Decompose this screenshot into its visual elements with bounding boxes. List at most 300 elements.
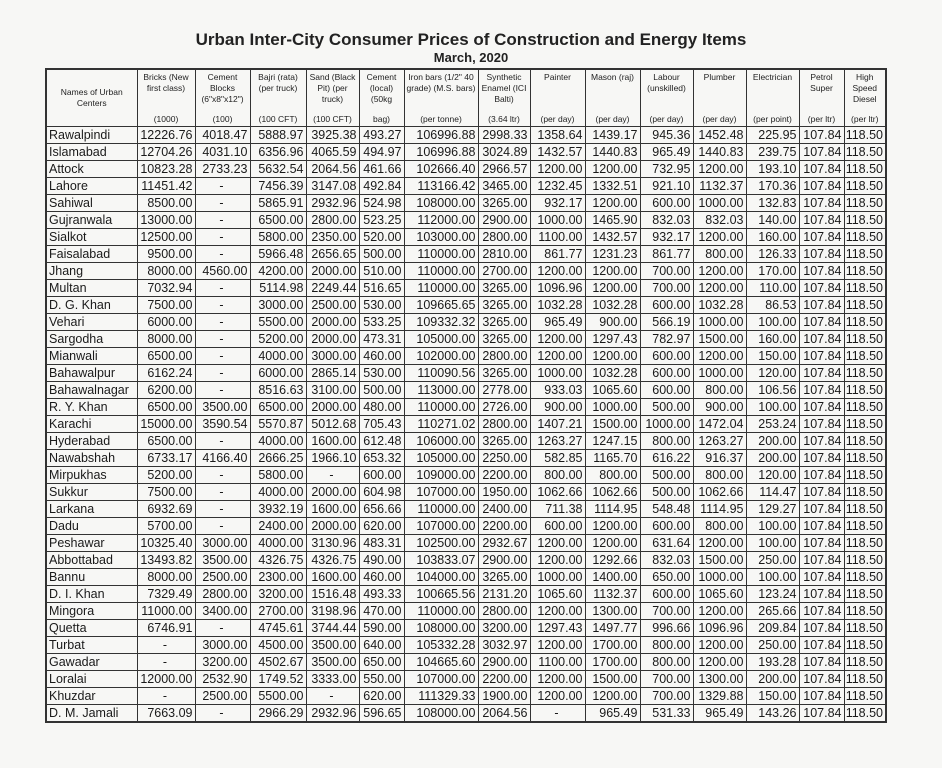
price-cell: 118.50	[844, 688, 886, 705]
price-cell: 945.36	[640, 127, 693, 144]
price-cell: 107.84	[799, 433, 844, 450]
price-cell: 600.00	[640, 297, 693, 314]
price-cell: 1200.00	[693, 654, 746, 671]
price-cell: 100.00	[746, 399, 799, 416]
price-cell: 3198.96	[306, 603, 359, 620]
table-row	[46, 433, 886, 450]
price-cell: 3265.00	[478, 297, 530, 314]
price-cell: 107.84	[799, 144, 844, 161]
price-cell: 107.84	[799, 518, 844, 535]
price-cell: 140.00	[746, 212, 799, 229]
price-cell: 6500.00	[137, 348, 195, 365]
table-row	[46, 212, 886, 229]
price-cell: 700.00	[640, 280, 693, 297]
table-row	[46, 603, 886, 620]
price-cell: 170.36	[746, 178, 799, 195]
price-cell: 12704.26	[137, 144, 195, 161]
column-header-label: Cement (local) (50kg	[366, 72, 397, 104]
price-cell: 7663.09	[137, 705, 195, 723]
price-cell: 800.00	[530, 467, 585, 484]
price-cell: 2000.00	[306, 331, 359, 348]
price-cell: 516.65	[359, 280, 404, 297]
price-cell: 2800.00	[478, 229, 530, 246]
price-cell: 2733.23	[195, 161, 250, 178]
price-cell: -	[195, 518, 250, 535]
price-cell: 118.50	[844, 161, 886, 178]
price-cell: 200.00	[746, 450, 799, 467]
price-cell: 6500.00	[250, 399, 306, 416]
price-cell: 107.84	[799, 212, 844, 229]
price-cell: 2900.00	[478, 552, 530, 569]
column-header-unit: (100)	[212, 114, 233, 124]
price-cell: 2500.00	[195, 569, 250, 586]
price-cell: 524.98	[359, 195, 404, 212]
city-name-cell: D. M. Jamali	[46, 705, 137, 723]
table-row	[46, 450, 886, 467]
column-header-unit: (per day)	[702, 114, 737, 124]
price-cell: 118.50	[844, 654, 886, 671]
price-cell: 109332.32	[404, 314, 478, 331]
price-cell: 107.84	[799, 382, 844, 399]
price-cell: 1032.28	[530, 297, 585, 314]
city-name-cell: Sukkur	[46, 484, 137, 501]
price-cell: 113000.00	[404, 382, 478, 399]
price-cell: 1032.28	[693, 297, 746, 314]
column-header-label: Bajri (rata) (per truck)	[258, 72, 298, 93]
price-cell: 6733.17	[137, 450, 195, 467]
price-cell: 510.00	[359, 263, 404, 280]
table-row	[46, 263, 886, 280]
price-cell: 1100.00	[530, 229, 585, 246]
price-cell: 1200.00	[530, 161, 585, 178]
price-cell: 640.00	[359, 637, 404, 654]
price-cell: -	[195, 433, 250, 450]
price-cell: 493.27	[359, 127, 404, 144]
price-cell: 600.00	[640, 195, 693, 212]
price-cell: 1332.51	[585, 178, 640, 195]
price-cell: 111329.33	[404, 688, 478, 705]
price-cell: 1200.00	[693, 229, 746, 246]
price-cell: 118.50	[844, 127, 886, 144]
price-cell: -	[195, 331, 250, 348]
price-cell: 150.00	[746, 348, 799, 365]
price-cell: 3265.00	[478, 569, 530, 586]
price-cell: 7500.00	[137, 297, 195, 314]
price-cell: 500.00	[359, 246, 404, 263]
column-header-label: Iron bars (1/2" 40 grade) (M.S. bars)	[406, 72, 476, 93]
price-cell: -	[137, 688, 195, 705]
price-cell: 118.50	[844, 705, 886, 723]
price-cell: 1000.00	[530, 365, 585, 382]
table-row	[46, 637, 886, 654]
city-name-cell: Rawalpindi	[46, 127, 137, 144]
price-cell: 1200.00	[585, 348, 640, 365]
column-header-unit: (per day)	[595, 114, 630, 124]
table-row	[46, 620, 886, 637]
price-cell: 250.00	[746, 637, 799, 654]
column-header-label: High Speed Diesel	[852, 72, 878, 104]
price-cell: 107.84	[799, 246, 844, 263]
price-cell: 2000.00	[306, 399, 359, 416]
price-cell: 2000.00	[306, 518, 359, 535]
price-cell: 4500.00	[250, 637, 306, 654]
price-cell: 1950.00	[478, 484, 530, 501]
price-cell: 1465.90	[585, 212, 640, 229]
price-cell: 86.53	[746, 297, 799, 314]
price-cell: 548.48	[640, 501, 693, 518]
city-name-cell: Jhang	[46, 263, 137, 280]
table-row	[46, 535, 886, 552]
price-cell: 118.50	[844, 331, 886, 348]
table-row	[46, 416, 886, 433]
table-row	[46, 552, 886, 569]
price-cell: 2800.00	[478, 416, 530, 433]
table-row	[46, 297, 886, 314]
price-cell: 494.97	[359, 144, 404, 161]
column-header-label: Labour (unskilled)	[647, 72, 686, 93]
price-cell: 109665.65	[404, 297, 478, 314]
price-cell: 1000.00	[693, 195, 746, 212]
table-row	[46, 586, 886, 603]
price-cell: 3265.00	[478, 280, 530, 297]
price-cell: 118.50	[844, 229, 886, 246]
price-cell: -	[195, 501, 250, 518]
table-row	[46, 569, 886, 586]
table-row	[46, 467, 886, 484]
price-cell: 1600.00	[306, 433, 359, 450]
price-cell: 118.50	[844, 450, 886, 467]
price-cell: -	[195, 297, 250, 314]
price-cell: 1032.28	[585, 297, 640, 314]
price-cell: 1200.00	[585, 688, 640, 705]
price-cell: 2131.20	[478, 586, 530, 603]
price-cell: 118.50	[844, 314, 886, 331]
price-cell: 107.84	[799, 348, 844, 365]
price-cell: 3925.38	[306, 127, 359, 144]
price-cell: 4560.00	[195, 263, 250, 280]
price-cell: 112000.00	[404, 212, 478, 229]
price-cell: 1600.00	[306, 501, 359, 518]
price-cell: 107.84	[799, 620, 844, 637]
price-cell: 15000.00	[137, 416, 195, 433]
price-cell: 1200.00	[693, 161, 746, 178]
price-cell: 2200.00	[478, 467, 530, 484]
price-cell: 118.50	[844, 433, 886, 450]
price-cell: 965.49	[693, 705, 746, 723]
price-cell: 2700.00	[250, 603, 306, 620]
price-cell: 6000.00	[137, 314, 195, 331]
price-cell: 2064.56	[306, 161, 359, 178]
price-cell: 1200.00	[693, 348, 746, 365]
column-header-unit: (per ltr)	[807, 114, 836, 124]
price-cell: 933.03	[530, 382, 585, 399]
price-cell: 916.37	[693, 450, 746, 467]
price-cell: 106996.88	[404, 144, 478, 161]
price-cell: 460.00	[359, 569, 404, 586]
price-cell: 107.84	[799, 399, 844, 416]
price-cell: 4166.40	[195, 450, 250, 467]
price-cell: 1200.00	[530, 688, 585, 705]
price-cell: 2300.00	[250, 569, 306, 586]
table-row	[46, 144, 886, 161]
price-cell: 113166.42	[404, 178, 478, 195]
city-name-cell: Hyderabad	[46, 433, 137, 450]
city-name-cell: Attock	[46, 161, 137, 178]
price-cell: 6200.00	[137, 382, 195, 399]
price-cell: 2800.00	[195, 586, 250, 603]
price-cell: 118.50	[844, 365, 886, 382]
price-cell: 2966.29	[250, 705, 306, 723]
price-cell: 566.19	[640, 314, 693, 331]
price-cell: 110000.00	[404, 263, 478, 280]
price-cell: 3200.00	[195, 654, 250, 671]
price-cell: 1439.17	[585, 127, 640, 144]
price-cell: 2778.00	[478, 382, 530, 399]
price-cell: 461.66	[359, 161, 404, 178]
price-cell: 105332.28	[404, 637, 478, 654]
city-name-cell: Gawadar	[46, 654, 137, 671]
price-cell: 110000.00	[404, 246, 478, 263]
table-row	[46, 178, 886, 195]
price-cell: 200.00	[746, 671, 799, 688]
column-header	[530, 69, 585, 127]
column-header-label: Mason (raj)	[591, 72, 634, 82]
column-header	[137, 69, 195, 127]
price-cell: 1065.60	[530, 586, 585, 603]
price-cell: 533.25	[359, 314, 404, 331]
price-cell: 3265.00	[478, 433, 530, 450]
price-cell: 1200.00	[693, 280, 746, 297]
price-cell: 700.00	[640, 603, 693, 620]
column-header	[585, 69, 640, 127]
city-name-cell: Vehari	[46, 314, 137, 331]
header-row	[46, 69, 886, 127]
price-cell: 700.00	[640, 688, 693, 705]
price-cell: 3500.00	[306, 654, 359, 671]
price-cell: 11451.42	[137, 178, 195, 195]
price-cell: 118.50	[844, 246, 886, 263]
price-cell: 2800.00	[478, 603, 530, 620]
city-name-cell: R. Y. Khan	[46, 399, 137, 416]
price-cell: 129.27	[746, 501, 799, 518]
column-header-label: Names of Urban Centers	[60, 87, 123, 108]
price-cell: 3265.00	[478, 314, 530, 331]
price-cell: 10325.40	[137, 535, 195, 552]
price-cell: 143.26	[746, 705, 799, 723]
price-cell: 5570.87	[250, 416, 306, 433]
column-header	[844, 69, 886, 127]
price-cell: 6746.91	[137, 620, 195, 637]
price-cell: 3590.54	[195, 416, 250, 433]
price-cell: 1516.48	[306, 586, 359, 603]
price-cell: 1452.48	[693, 127, 746, 144]
document-subtitle: March, 2020	[433, 50, 509, 65]
price-cell: 118.50	[844, 620, 886, 637]
price-cell: 1114.95	[693, 501, 746, 518]
price-cell: 1200.00	[530, 552, 585, 569]
price-cell: 100.00	[746, 314, 799, 331]
price-cell: 8500.00	[137, 195, 195, 212]
table-row	[46, 382, 886, 399]
price-cell: 253.24	[746, 416, 799, 433]
city-name-cell: Faisalabad	[46, 246, 137, 263]
price-cell: 160.00	[746, 229, 799, 246]
column-header	[693, 69, 746, 127]
column-header	[46, 69, 137, 127]
price-cell: 590.00	[359, 620, 404, 637]
price-cell: 118.50	[844, 399, 886, 416]
price-cell: 530.00	[359, 297, 404, 314]
price-cell: 1472.04	[693, 416, 746, 433]
price-cell: 832.03	[640, 212, 693, 229]
price-cell: 1065.60	[693, 586, 746, 603]
table-body	[46, 127, 886, 723]
table-row	[46, 654, 886, 671]
column-header-label: Synthetic Enamel (ICI Balti)	[481, 72, 527, 104]
column-header-unit: (per ltr)	[851, 114, 879, 124]
price-cell: 1062.66	[585, 484, 640, 501]
price-cell: 5800.00	[250, 229, 306, 246]
price-cell: 8000.00	[137, 331, 195, 348]
price-cell: 5800.00	[250, 467, 306, 484]
price-cell: 118.50	[844, 195, 886, 212]
price-cell: 1065.60	[585, 382, 640, 399]
column-header-unit: (per tonne)	[420, 114, 462, 124]
price-cell: 100.00	[746, 535, 799, 552]
price-cell: 110000.00	[404, 280, 478, 297]
price-cell: 1165.70	[585, 450, 640, 467]
table-row	[46, 229, 886, 246]
price-cell: 239.75	[746, 144, 799, 161]
price-cell: 2900.00	[478, 654, 530, 671]
price-cell: 1247.15	[585, 433, 640, 450]
price-cell: 3024.89	[478, 144, 530, 161]
price-cell: 965.49	[585, 705, 640, 723]
price-cell: 107.84	[799, 331, 844, 348]
price-cell: 2900.00	[478, 212, 530, 229]
price-cell: 1132.37	[585, 586, 640, 603]
price-cell: 110000.00	[404, 399, 478, 416]
price-cell: 612.48	[359, 433, 404, 450]
price-cell: 1000.00	[640, 416, 693, 433]
price-cell: 2800.00	[478, 348, 530, 365]
price-cell: 3000.00	[195, 637, 250, 654]
price-cell: 653.32	[359, 450, 404, 467]
price-cell: 5500.00	[250, 688, 306, 705]
price-cell: 965.49	[640, 144, 693, 161]
price-cell: 800.00	[640, 433, 693, 450]
table-row	[46, 518, 886, 535]
price-cell: 832.03	[640, 552, 693, 569]
price-cell: 6500.00	[137, 399, 195, 416]
price-cell: 500.00	[640, 484, 693, 501]
price-cell: 631.64	[640, 535, 693, 552]
table-row	[46, 161, 886, 178]
price-cell: 1000.00	[530, 212, 585, 229]
column-header-unit: bag)	[372, 114, 390, 124]
city-name-cell: Sargodha	[46, 331, 137, 348]
price-cell: 1000.00	[693, 365, 746, 382]
price-cell: 1132.37	[693, 178, 746, 195]
price-cell: 107000.00	[404, 671, 478, 688]
price-cell: 2700.00	[478, 263, 530, 280]
price-cell: 4018.47	[195, 127, 250, 144]
price-cell: 5700.00	[137, 518, 195, 535]
price-cell: -	[195, 195, 250, 212]
price-cell: 1500.00	[693, 552, 746, 569]
price-cell: 1200.00	[585, 195, 640, 212]
price-cell: 12500.00	[137, 229, 195, 246]
column-header	[306, 69, 359, 127]
price-cell: 1440.83	[585, 144, 640, 161]
price-cell: 620.00	[359, 688, 404, 705]
price-cell: 4200.00	[250, 263, 306, 280]
price-cell: 8516.63	[250, 382, 306, 399]
column-header-label: Bricks (New first class)	[143, 72, 189, 93]
price-cell: 118.50	[844, 467, 886, 484]
price-cell: 800.00	[585, 467, 640, 484]
city-name-cell: Nawabshah	[46, 450, 137, 467]
price-cell: 650.00	[359, 654, 404, 671]
price-cell: 1100.00	[530, 654, 585, 671]
price-cell: 4745.61	[250, 620, 306, 637]
price-cell: 1200.00	[585, 518, 640, 535]
price-cell: 1200.00	[693, 637, 746, 654]
price-cell: 102000.00	[404, 348, 478, 365]
price-cell: 6500.00	[250, 212, 306, 229]
price-cell: 3744.44	[306, 620, 359, 637]
city-name-cell: Bahawalpur	[46, 365, 137, 382]
price-cell: 107.84	[799, 586, 844, 603]
price-cell: 225.95	[746, 127, 799, 144]
price-cell: 2966.57	[478, 161, 530, 178]
price-cell: 109000.00	[404, 467, 478, 484]
price-cell: 8000.00	[137, 569, 195, 586]
price-cell: 1200.00	[530, 348, 585, 365]
price-cell: 3100.00	[306, 382, 359, 399]
price-cell: 500.00	[640, 399, 693, 416]
price-cell: 107000.00	[404, 518, 478, 535]
price-cell: 2932.96	[306, 195, 359, 212]
price-cell: 1700.00	[585, 654, 640, 671]
price-cell: 3147.08	[306, 178, 359, 195]
price-cell: 3932.19	[250, 501, 306, 518]
price-cell: 107.84	[799, 178, 844, 195]
price-cell: 1231.23	[585, 246, 640, 263]
price-cell: 110.00	[746, 280, 799, 297]
price-cell: 1432.57	[585, 229, 640, 246]
price-cell: 118.50	[844, 263, 886, 280]
price-cell: 1500.00	[585, 671, 640, 688]
price-cell: -	[306, 688, 359, 705]
city-name-cell: Bahawalnagar	[46, 382, 137, 399]
price-cell: 2932.67	[478, 535, 530, 552]
price-cell: 102500.00	[404, 535, 478, 552]
price-cell: -	[137, 637, 195, 654]
price-cell: 1096.96	[530, 280, 585, 297]
price-cell: 2200.00	[478, 518, 530, 535]
table-row	[46, 348, 886, 365]
price-cell: 5888.97	[250, 127, 306, 144]
column-header-label: Painter	[544, 72, 571, 82]
price-cell: 5114.98	[250, 280, 306, 297]
price-cell: 3200.00	[250, 586, 306, 603]
price-cell: 6162.24	[137, 365, 195, 382]
price-cell: 900.00	[530, 399, 585, 416]
price-cell: -	[195, 382, 250, 399]
price-cell: 1200.00	[530, 637, 585, 654]
price-cell: 5200.00	[250, 331, 306, 348]
